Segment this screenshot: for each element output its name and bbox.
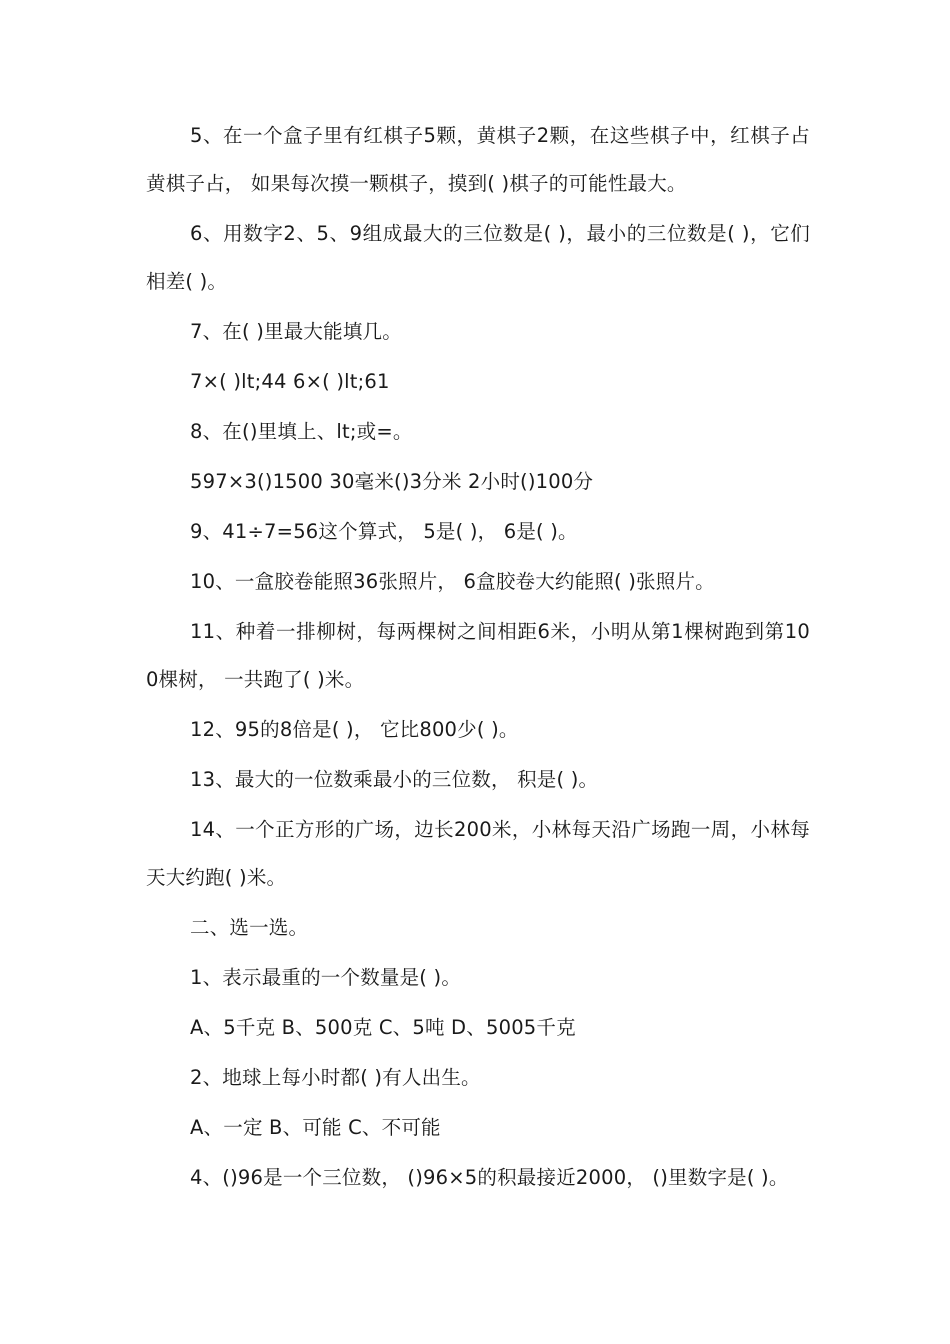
question-14: 14、一个正方形的广场，边长200米，小林每天沿广场跑一周，小林每天大约跑( )米。 (146, 818, 810, 889)
document-page (146, 112, 810, 1202)
choice-question-2-options: A、一定 B、可能 C、不可能 (190, 1116, 441, 1139)
question-10: 10、一盒胶卷能照36张照片， 6盒胶卷大约能照( )张照片。 (190, 570, 715, 593)
question-9: 9、41÷7=56这个算式， 5是( )， 6是( )。 (190, 520, 578, 543)
choice-question-1: 1、表示最重的一个数量是( )。 (190, 966, 462, 989)
question-13: 13、最大的一位数乘最小的三位数， 积是( )。 (190, 768, 599, 791)
choice-question-4: 4、()96是一个三位数， ()96×5的积最接近2000， ()里数字是( )。 (190, 1166, 789, 1189)
question-5: 5、在一个盒子里有红棋子5颗，黄棋子2颗，在这些棋子中，红棋子占 黄棋子占， 如果每次摸一颗棋子，摸到( )棋子的可能性最大。 (146, 124, 810, 195)
question-8-items: 597×3()1500 30毫米()3分米 2小时()100分 (190, 470, 594, 493)
choice-question-2: 2、地球上每小时都( )有人出生。 (190, 1066, 481, 1089)
question-8: 8、在()里填上、lt;或=。 (190, 420, 413, 443)
question-6: 6、用数字2、5、9组成最大的三位数是( )，最小的三位数是( )，它们相差( )。 (146, 222, 810, 293)
question-11: 11、种着一排柳树，每两棵树之间相距6米，小明从第1棵树跑到第100棵树， 一共跑了( )米。 (146, 620, 810, 691)
question-7: 7、在( )里最大能填几。 (190, 320, 402, 343)
question-12: 12、95的8倍是( )， 它比800少( )。 (190, 718, 519, 741)
section-heading-choose: 二、选一选。 (190, 916, 309, 939)
question-7-items: 7×( )lt;44 6×( )lt;61 (190, 370, 390, 393)
choice-question-1-options: A、5千克 B、500克 C、5吨 D、5005千克 (190, 1016, 576, 1039)
